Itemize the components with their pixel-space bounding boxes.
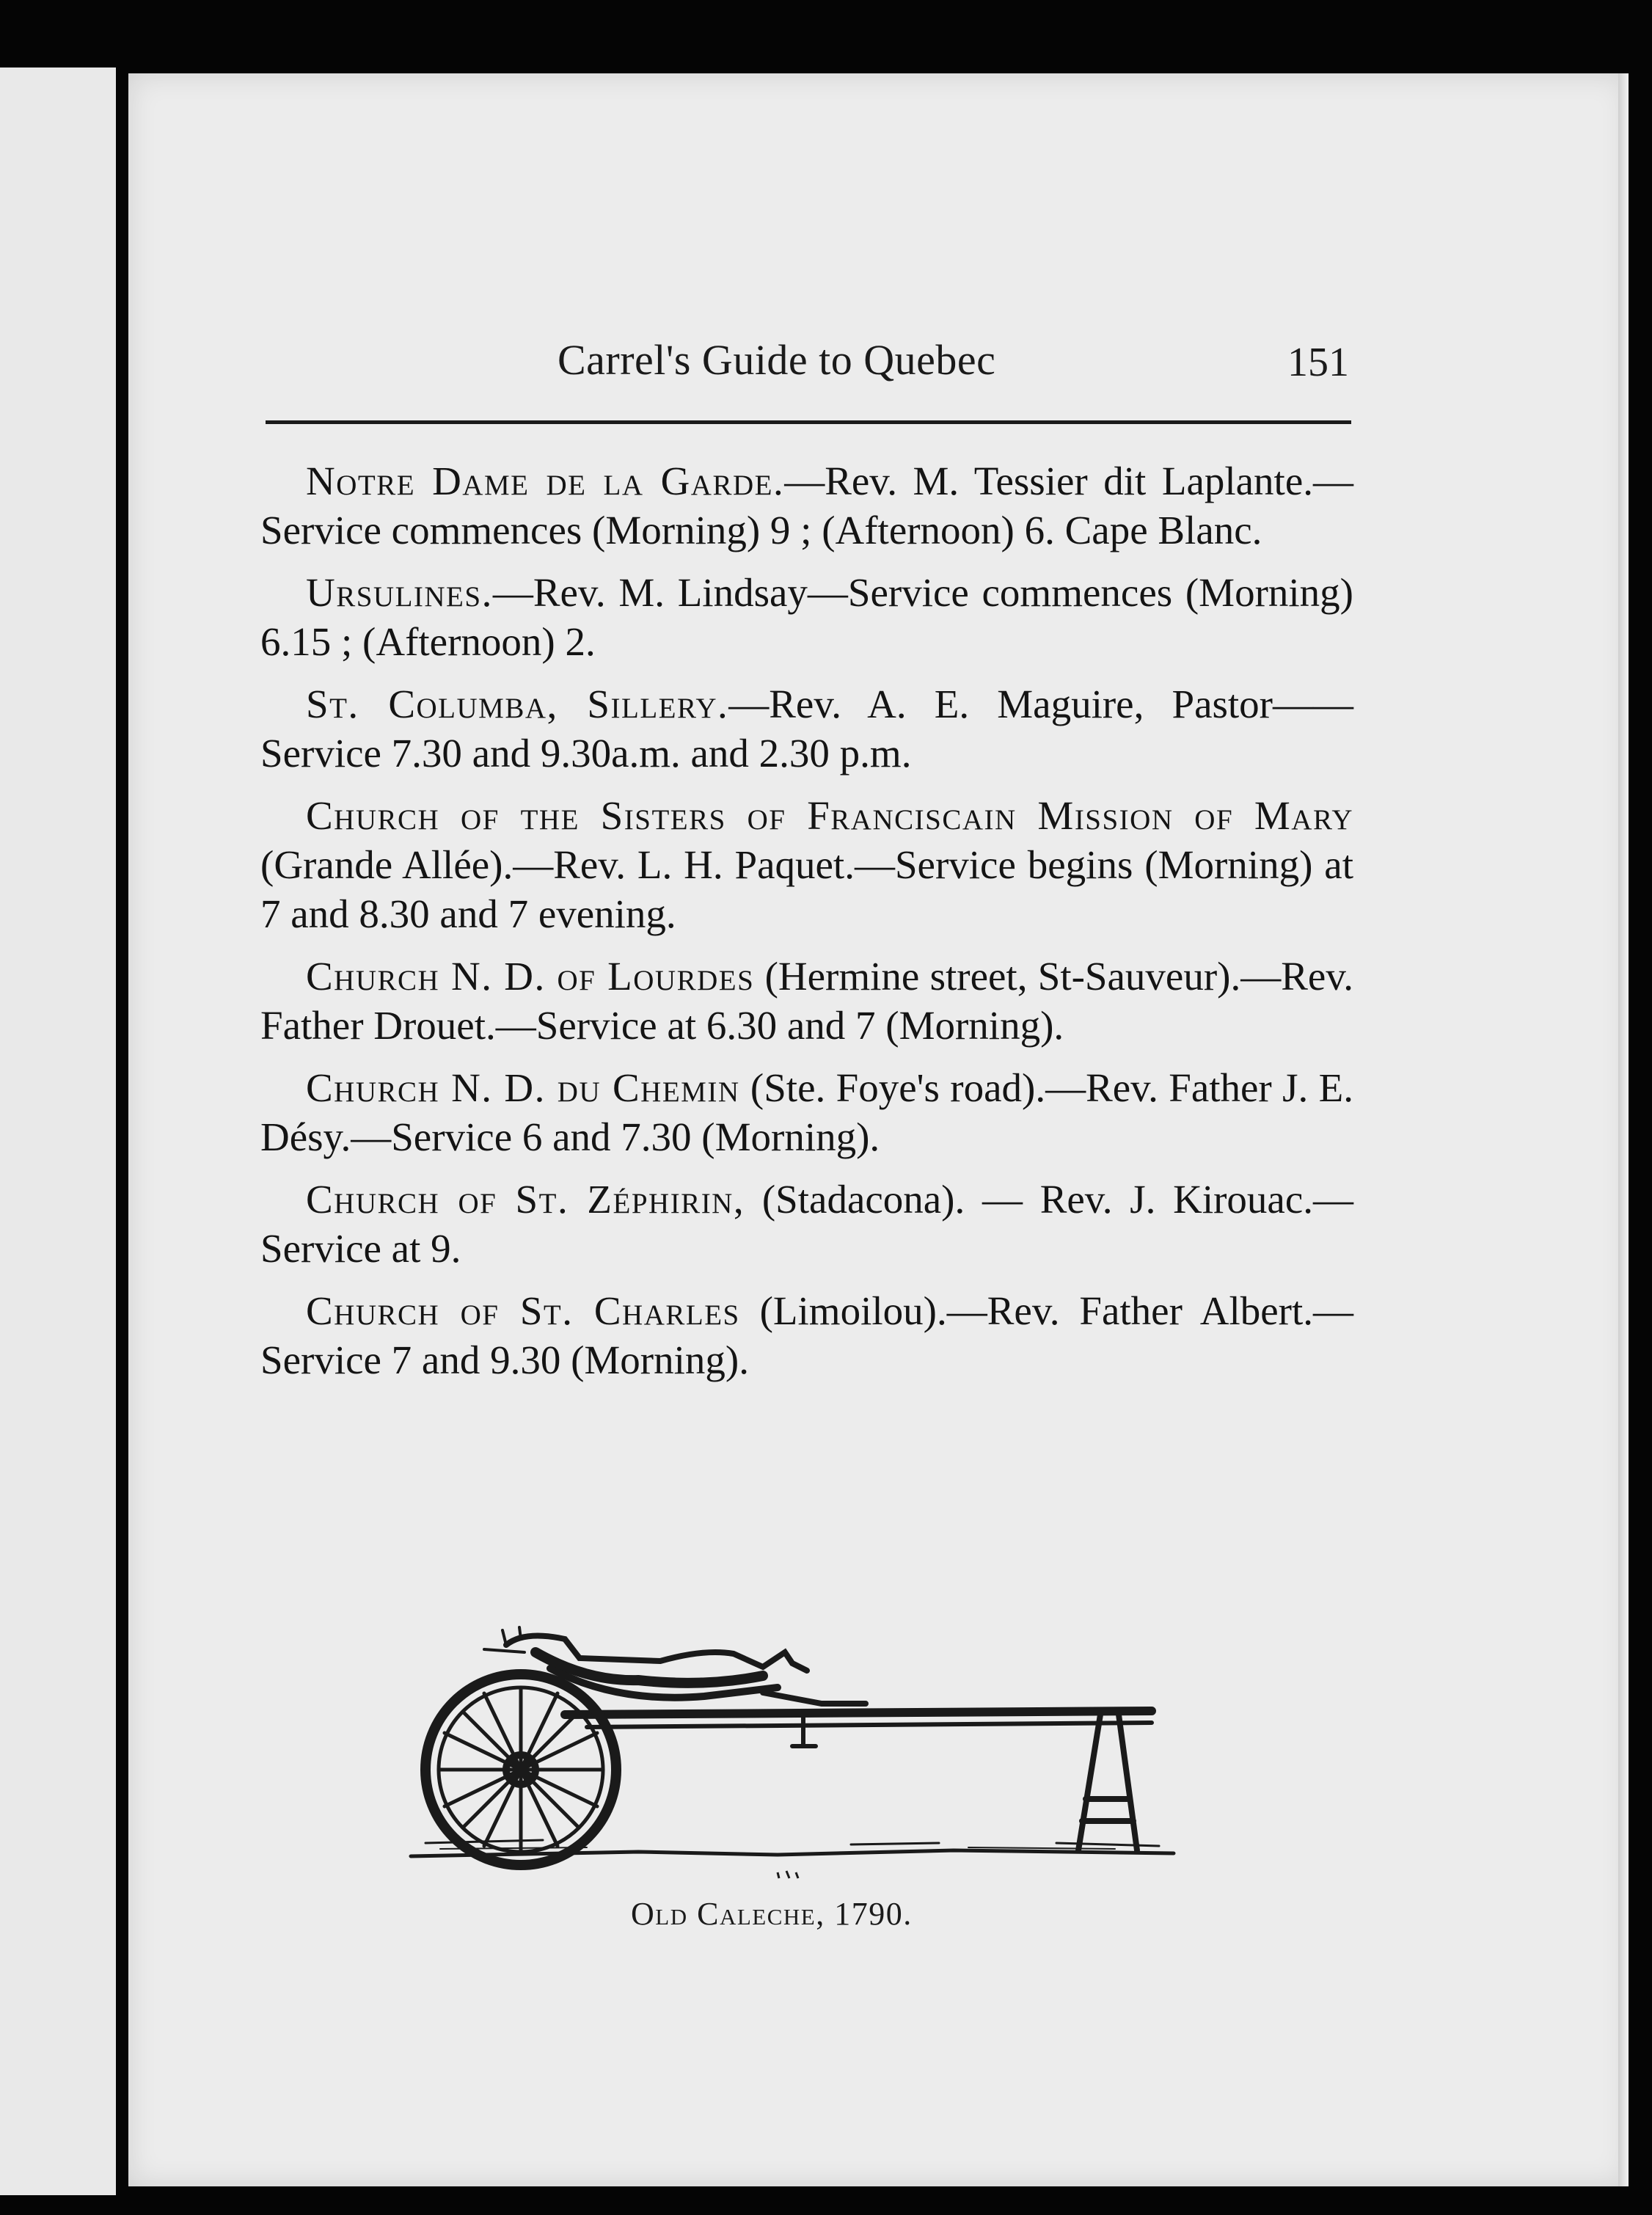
entry-franciscain-mission xyxy=(260,791,1353,938)
entry-st-columba xyxy=(260,679,1353,778)
entry-ursulines xyxy=(260,568,1353,666)
entry-heading: Church of St. Zéphirin, xyxy=(306,1177,745,1222)
page-number: 151 xyxy=(1287,340,1349,385)
entry-heading: Church of the Sisters of Franciscain Mission of Mary xyxy=(306,793,1353,838)
header-rule xyxy=(266,420,1351,424)
entry-text: (Hermine street, St-Sauveur).—Rev. Father Drouet.—Service at 6.30 and 7 (Morning). xyxy=(260,954,1353,1048)
church-list xyxy=(260,456,1353,1398)
entry-st-charles xyxy=(260,1286,1353,1384)
entry-heading: Church of St. Charles xyxy=(306,1288,740,1333)
entry-nd-lourdes xyxy=(260,952,1353,1050)
entry-text: (Ste. Foye's road).—Rev. Father J. E. Désy.—Service 6 and 7.30 (Morning). xyxy=(260,1065,1354,1159)
entry-text: —Rev. M. Tessier dit Laplante.—Service commences (Morning) 9 ; (Afternoon) 6. Cape Blanc. xyxy=(260,459,1353,552)
running-title: Carrel's Guide to Quebec xyxy=(558,336,996,384)
page-edge xyxy=(1618,73,1629,2186)
entry-heading: Ursulines. xyxy=(306,570,493,615)
caleche-illustration xyxy=(396,1601,1188,1880)
entry-heading: Notre Dame de la Garde. xyxy=(306,459,785,503)
entry-text: (Grande Allée).—Rev. L. H. Paquet.—Service begins (Morning) at 7 and 8.30 and 7 evening. xyxy=(260,842,1353,936)
entry-st-zephirin xyxy=(260,1175,1353,1273)
entry-nd-du-chemin xyxy=(260,1063,1353,1161)
entry-text: —Rev. M. Lindsay—Service commences (Morning) 6.15 ; (Afternoon) 2. xyxy=(260,570,1353,664)
facing-page-edge xyxy=(0,67,116,2195)
entry-notre-dame-de-la-garde xyxy=(260,456,1353,555)
entry-heading: Church N. D. du Chemin xyxy=(306,1065,740,1110)
illustration-caption: Old Caleche, 1790. xyxy=(631,1896,913,1932)
entry-text: (Limoilou).—Rev. Father Albert.—Service 7 and 9.30 (Morning). xyxy=(260,1288,1353,1382)
entry-heading: St. Columba, Sillery. xyxy=(306,682,729,726)
entry-text: (Stadacona). — Rev. J. Kirouac.—Service at 9. xyxy=(260,1177,1353,1271)
entry-heading: Church N. D. of Lourdes xyxy=(306,954,755,999)
entry-text: —Rev. A. E. Maguire, Pastor——Service 7.30 and 9.30a.m. and 2.30 p.m. xyxy=(260,682,1353,776)
